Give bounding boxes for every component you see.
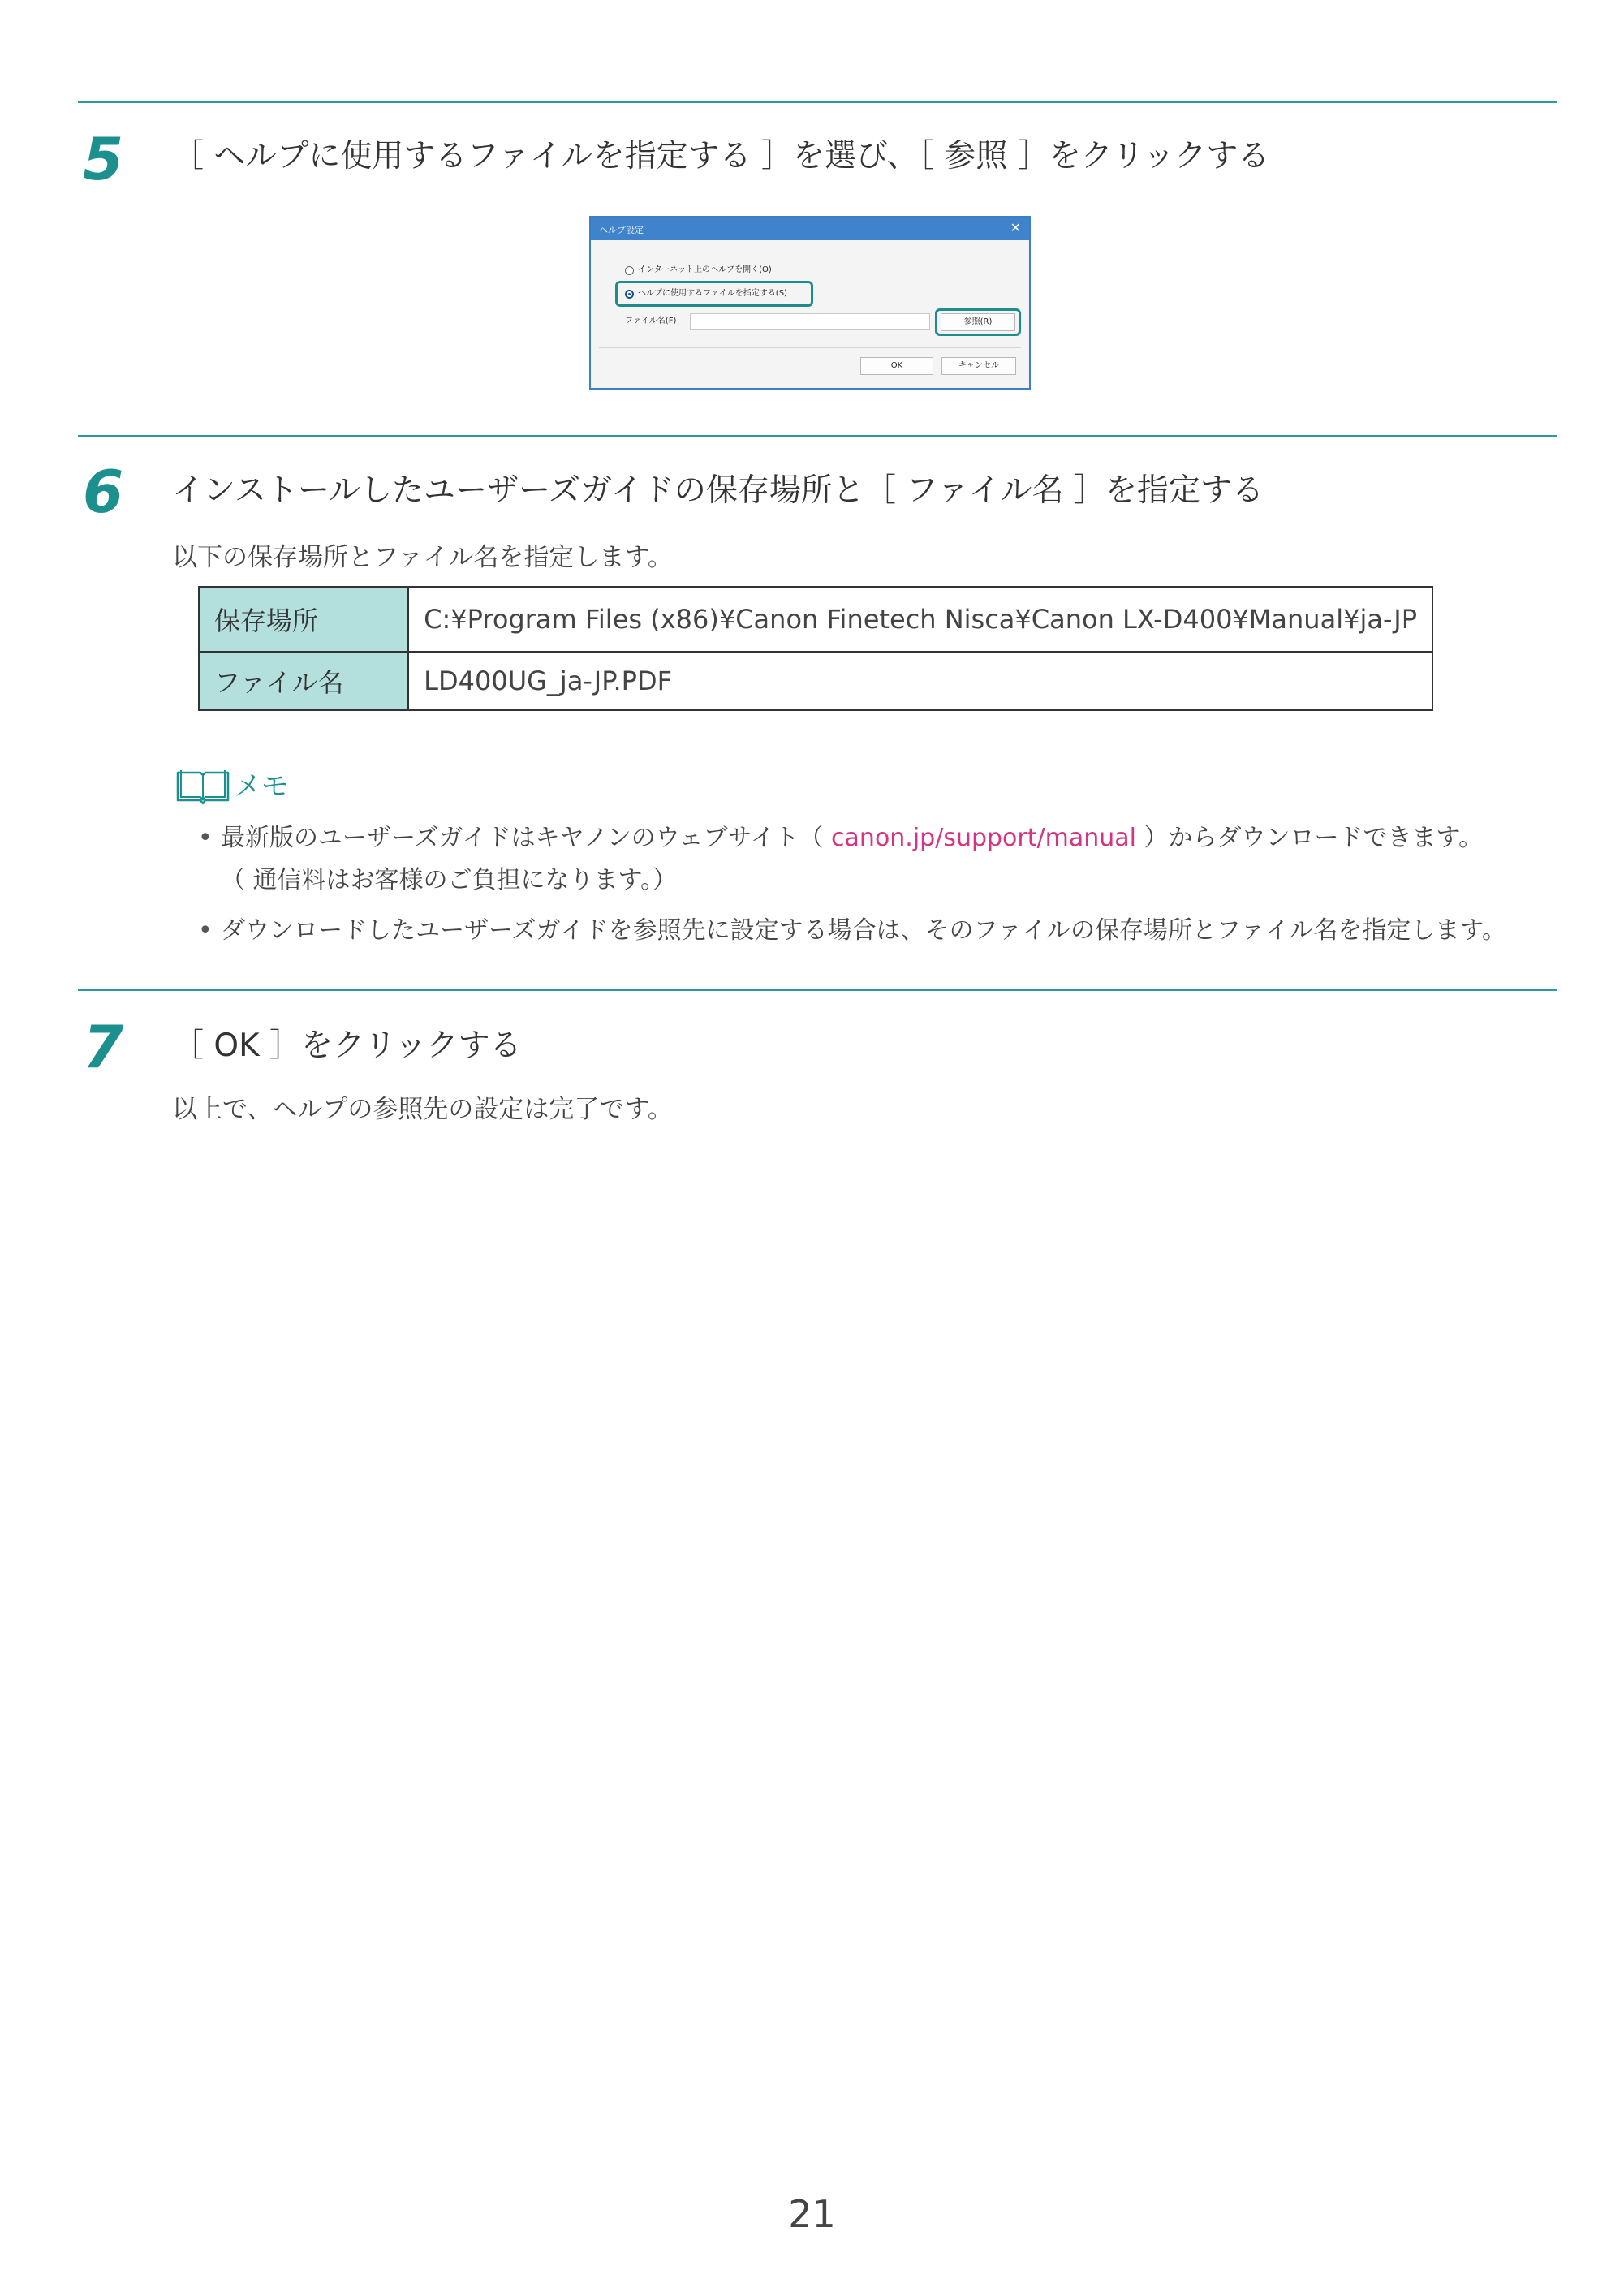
radio-internet-help-label: インターネット上のヘルプを開く(O) <box>638 265 772 274</box>
support-link[interactable]: canon.jp/support/manual <box>831 824 1136 852</box>
memo-note-1-text-end: ）からダウンロードできます。 <box>1135 824 1484 852</box>
table-row <box>199 587 1432 652</box>
memo-note-1-text: 最新版のユーザーズガイドはキヤノンのウェブサイト（ <box>221 824 832 852</box>
step-title: ［ ヘルプに使用するファイルを指定する ］を選び、［ 参照 ］をクリックする <box>172 138 1270 174</box>
memo-note-1-line2: （ 通信料はお客様のご負担になります。） <box>221 866 678 894</box>
section-divider <box>78 989 1557 991</box>
cancel-button[interactable]: キャンセル <box>941 357 1016 375</box>
step-number: 6 <box>83 458 124 526</box>
table-key: ファイル名 <box>199 652 408 710</box>
table-key: 保存場所 <box>199 587 408 652</box>
memo-label: メモ <box>234 770 289 803</box>
section-divider <box>78 435 1557 437</box>
dialog-title: ヘルプ設定 <box>599 225 644 235</box>
filename-label: ファイル名(F) <box>625 317 677 325</box>
table-row <box>199 652 1432 710</box>
memo-note-1 <box>221 822 1483 855</box>
radio-use-file[interactable] <box>625 290 634 299</box>
help-settings-dialog <box>589 216 1031 390</box>
book-icon <box>175 768 230 805</box>
page-number: 21 <box>788 2192 836 2236</box>
step-title: インストールしたユーザーズガイドの保存場所と［ ファイル名 ］を指定する <box>172 472 1264 509</box>
step-body: 以上で、ヘルプの参照先の設定は完了です。 <box>172 1095 673 1124</box>
table-value: C:¥Program Files (x86)¥Canon Finetech Nisca¥Canon LX-D400¥Manual¥ja-JP <box>408 587 1432 652</box>
step-number: 5 <box>83 125 124 193</box>
bullet-icon: • <box>198 916 213 945</box>
dialog-separator <box>599 347 1021 348</box>
step-intro: 以下の保存場所とファイル名を指定します。 <box>172 543 673 572</box>
dialog-titlebar <box>591 218 1029 240</box>
close-icon[interactable]: ✕ <box>1010 220 1021 235</box>
memo-note-2: ダウンロードしたユーザーズガイドを参照先に設定する場合は、そのファイルの保存場所とファイル名を指定します。 <box>221 916 1506 945</box>
radio-internet-help[interactable] <box>625 266 634 275</box>
browse-button[interactable]: 参照(R) <box>941 313 1015 331</box>
table-value: LD400UG_ja-JP.PDF <box>408 652 1432 710</box>
ok-button[interactable]: OK <box>860 357 933 375</box>
section-divider <box>78 101 1557 103</box>
filename-input[interactable] <box>690 313 930 330</box>
step-number: 7 <box>83 1013 124 1081</box>
step-title: ［ OK ］をクリックする <box>172 1027 522 1064</box>
radio-use-file-label: ヘルプに使用するファイルを指定する(S) <box>638 289 787 298</box>
location-table <box>198 586 1433 711</box>
bullet-icon: • <box>198 824 213 852</box>
